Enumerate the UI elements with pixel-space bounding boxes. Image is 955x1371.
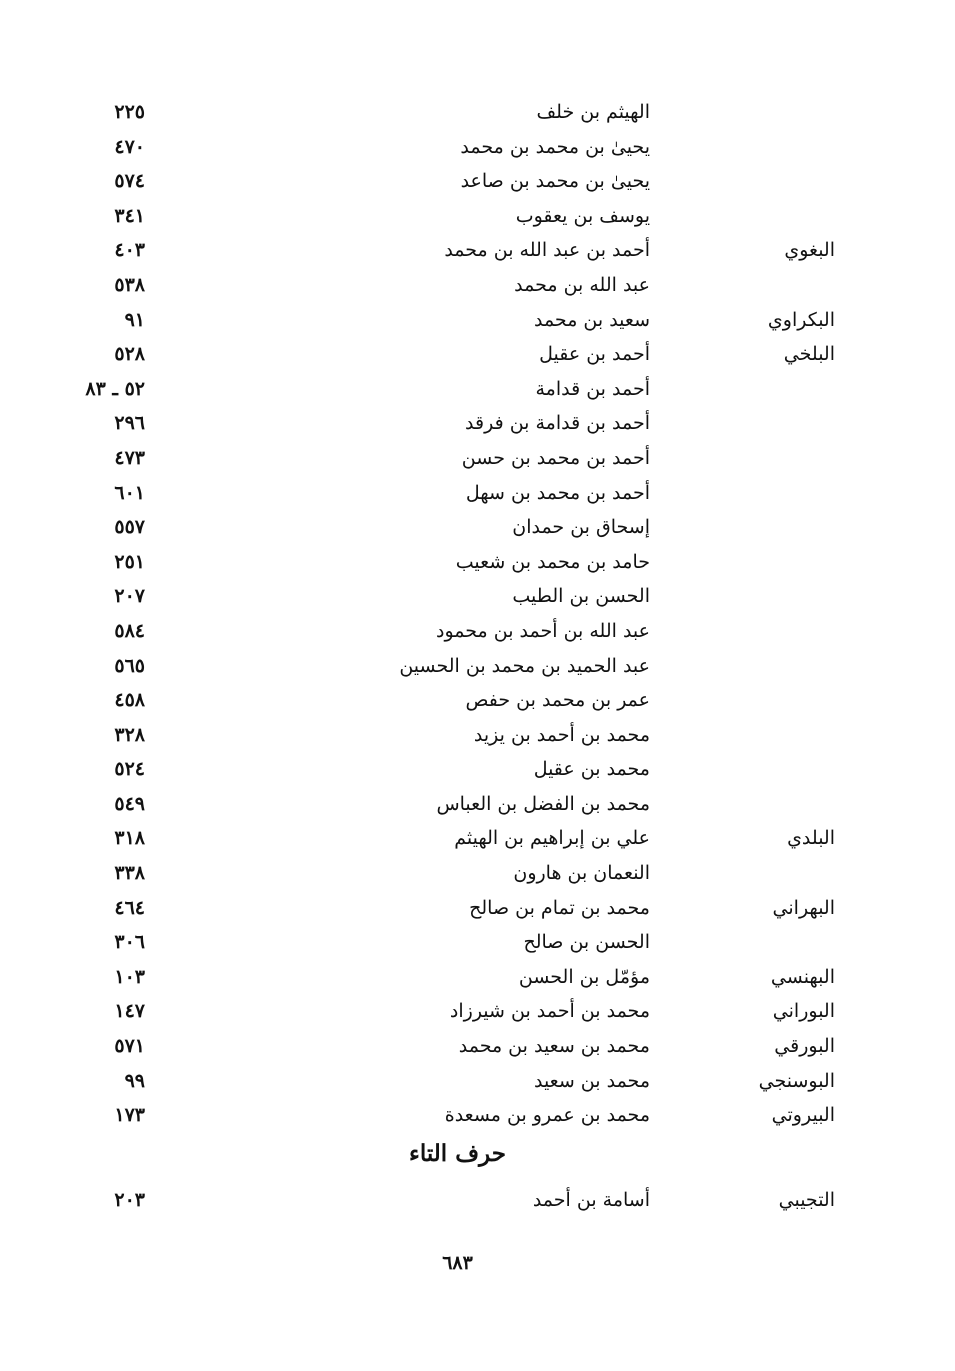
- page-reference: ٤٧٣: [114, 446, 145, 469]
- person-name: محمد بن عقيل: [533, 758, 650, 781]
- page-reference: ٥٦٥: [114, 654, 145, 677]
- index-entry: [0, 961, 955, 996]
- index-entry: [0, 926, 955, 961]
- page-reference: ٢٠٧: [114, 585, 145, 608]
- person-name: حامد بن محمد بن شعيب: [455, 550, 650, 573]
- nisba-label: البيروتي: [771, 1104, 835, 1127]
- person-name: محمد بن عمرو بن مسعدة: [444, 1104, 650, 1127]
- page-number: ٦٨٣: [442, 1252, 473, 1274]
- page-reference: ٤٦٤: [114, 896, 145, 919]
- page-reference: ٢٠٣: [114, 1189, 145, 1211]
- page-reference: ٥٧١: [114, 1035, 145, 1058]
- person-name: الحسن بن صالح: [523, 931, 650, 954]
- person-name: الحسن بن الطيب: [512, 585, 650, 608]
- index-entry: [0, 684, 955, 719]
- index-entry: [0, 96, 955, 131]
- person-name: مؤمّل بن الحسن: [518, 965, 650, 988]
- index-entries: [0, 96, 955, 1134]
- person-name: سعيد بن محمد: [533, 308, 650, 331]
- index-entry: [0, 580, 955, 615]
- page-reference: ٤٧٠: [114, 135, 145, 158]
- person-name: عبد الحميد بن محمد بن الحسين: [399, 654, 650, 677]
- page-reference: ٣٢٨: [114, 723, 145, 746]
- person-name: إسحاق بن حمدان: [512, 516, 650, 539]
- index-entry: [0, 477, 955, 512]
- page-reference: ٢٩٦: [114, 412, 145, 435]
- page-reference: ٥٧٤: [114, 170, 145, 193]
- person-name: أحمد بن عقيل: [539, 343, 650, 366]
- page-reference: ٩١: [124, 308, 145, 331]
- section-entries: [0, 1184, 955, 1219]
- nisba-label: البكراوي: [767, 308, 835, 331]
- index-entry: [0, 615, 955, 650]
- page-reference: ٢٥١: [114, 550, 145, 573]
- page-reference: ٥٢٨: [114, 343, 145, 366]
- nisba-label: البلخي: [783, 343, 835, 366]
- page-reference: ٥٤٩: [114, 792, 145, 815]
- index-entry: [0, 1030, 955, 1065]
- person-name: يحيىٰ بن محمد بن محمد: [460, 135, 650, 158]
- index-entry: [0, 546, 955, 581]
- person-name: أحمد بن عبد الله بن محمد: [444, 239, 650, 262]
- person-name: النعمان بن هارون: [513, 862, 650, 885]
- page-reference: ٣٣٨: [114, 862, 145, 885]
- index-entry: [0, 511, 955, 546]
- index-entry: [0, 753, 955, 788]
- nisba-label: البهنسي: [770, 965, 835, 988]
- index-entry: [0, 234, 955, 269]
- person-name: محمد بن أحمد بن يزيد: [473, 723, 650, 746]
- nisba-label: البلدي: [787, 827, 835, 850]
- index-entry: [0, 788, 955, 823]
- person-name: يحيىٰ بن محمد بن صاعد: [460, 170, 650, 193]
- person-name: محمد بن أحمد بن شيرزاد: [449, 1000, 650, 1023]
- page-reference: ٣٠٦: [114, 931, 145, 954]
- page-reference: ٥٨٤: [114, 619, 145, 642]
- index-entry: [0, 200, 955, 235]
- nisba-label: التجيبي: [778, 1189, 835, 1211]
- index-entry: [0, 1184, 955, 1219]
- index-entry: [0, 304, 955, 339]
- page-reference: ٣٤١: [114, 204, 145, 227]
- person-name: عبد الله بن أحمد بن محمود: [436, 619, 650, 642]
- page-reference: ٤٥٨: [114, 689, 145, 712]
- index-entry: [0, 719, 955, 754]
- nisba-label: البهراني: [772, 896, 835, 919]
- person-name: أسامة بن أحمد: [532, 1189, 650, 1211]
- page-reference: ١٤٧: [114, 1000, 145, 1023]
- page-reference: ٦٠١: [114, 481, 145, 504]
- index-entry: [0, 650, 955, 685]
- index-entry: [0, 892, 955, 927]
- person-name: أحمد بن قدامة: [535, 377, 650, 400]
- index-entry: [0, 407, 955, 442]
- index-entry: [0, 1065, 955, 1100]
- page-reference: ١٠٣: [114, 965, 145, 988]
- index-entry: [0, 857, 955, 892]
- page-reference: ٩٩: [124, 1069, 145, 1092]
- person-name: عمر بن محمد بن حفص: [465, 689, 650, 712]
- page-reference: ٥٢٤: [114, 758, 145, 781]
- page-reference: ٢٢٥: [114, 101, 145, 123]
- page-reference: ٤٠٣: [114, 239, 145, 262]
- index-entry: [0, 131, 955, 166]
- index-entry: [0, 1099, 955, 1134]
- nisba-label: البوراني: [772, 1000, 835, 1023]
- index-entry: [0, 373, 955, 408]
- person-name: علي بن إبراهيم بن الهيثم: [454, 827, 650, 850]
- nisba-label: البوسنجي: [758, 1069, 835, 1092]
- person-name: يوسف بن يعقوب: [515, 204, 650, 227]
- section-heading: حرف التاء: [409, 1140, 506, 1167]
- nisba-label: البورقي: [774, 1035, 835, 1058]
- person-name: أحمد بن محمد بن سهل: [465, 481, 650, 504]
- nisba-label: البغوي: [784, 239, 835, 262]
- page-reference: ٥٢ ـ ٨٣: [85, 377, 145, 400]
- person-name: محمد بن تمام بن صالح: [469, 896, 650, 919]
- page-reference: ١٧٣: [114, 1104, 145, 1127]
- index-entry: [0, 442, 955, 477]
- person-name: محمد بن الفضل بن العباس: [436, 792, 650, 815]
- person-name: عبد الله بن محمد: [514, 273, 650, 296]
- index-entry: [0, 995, 955, 1030]
- page-reference: ٥٥٧: [114, 516, 145, 539]
- person-name: أحمد بن محمد بن حسن: [461, 446, 650, 469]
- page-reference: ٥٣٨: [114, 273, 145, 296]
- index-entry: [0, 165, 955, 200]
- page-reference: ٣١٨: [114, 827, 145, 850]
- index-entry: [0, 338, 955, 373]
- person-name: محمد بن سعيد بن محمد: [458, 1035, 650, 1058]
- index-entry: [0, 269, 955, 304]
- person-name: محمد بن سعيد: [533, 1069, 650, 1092]
- index-entry: [0, 822, 955, 857]
- person-name: أحمد بن قدامة بن فرقد: [465, 412, 650, 435]
- person-name: الهيثم بن خلف: [536, 101, 650, 123]
